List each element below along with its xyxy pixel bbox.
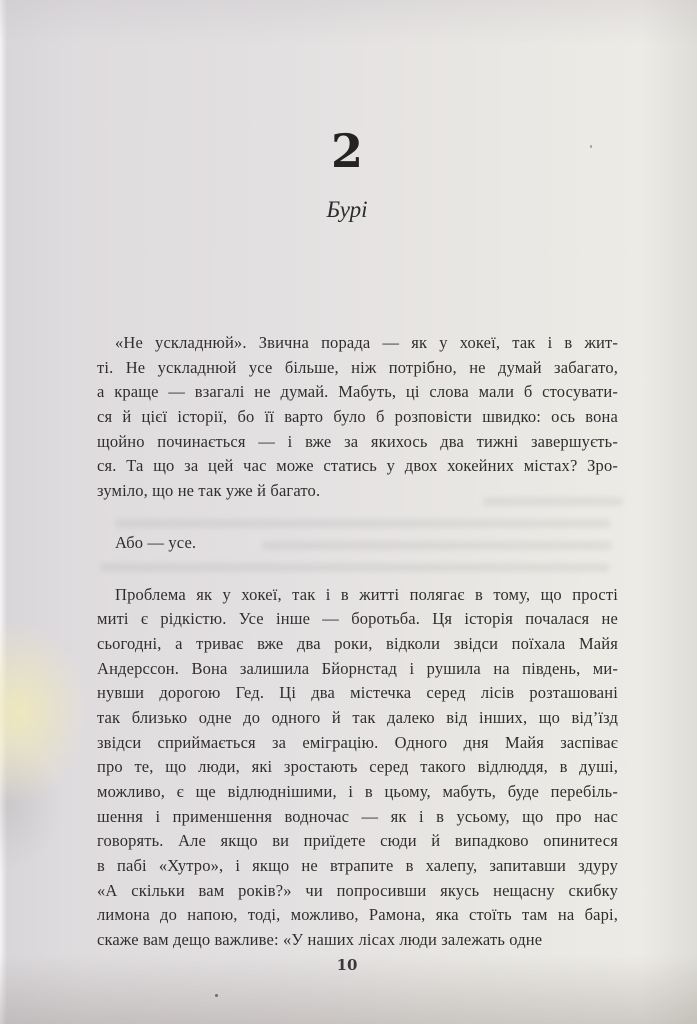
text-line: можливо, є ще відлюднішими, і в цьому, мабуть, буде перебіль- bbox=[97, 782, 618, 801]
text-line: миті є рідкістю. Усе інше — боротьба. Ця історія почалася не bbox=[97, 609, 618, 629]
text-line: в пабі «Хутро», і якщо не втрапите в халепу, запитавши здуру bbox=[97, 856, 618, 876]
text-line: шення і применшення водночас — як і в усьому, що про нас bbox=[97, 806, 618, 826]
text-line: «Не ускладнюй». Звична порада — як у хокеї, так і в жит- bbox=[115, 333, 618, 352]
text-line: Проблема як у хокеї, так і в житті полягає в тому, що прості bbox=[115, 584, 618, 604]
text-line: про те, що люди, які зростають серед такого відлюддя, в душі, bbox=[97, 757, 618, 777]
text-line: лимона до напою, тоді, можливо, Рамона, яка стоїть там на барі, bbox=[97, 905, 618, 925]
text-line: ті. Не ускладнюй усе більше, ніж потрібно, не думай забагато, bbox=[97, 357, 618, 377]
body-text bbox=[97, 331, 618, 953]
text-line: а краще — взагалі не думай. Мабуть, ці слова мали б стосувати- bbox=[97, 382, 618, 402]
chapter-number: 2 bbox=[330, 124, 363, 178]
text-line: скаже вам дещо важливе: «У наших лісах люди залежать одне bbox=[97, 930, 543, 950]
text-line: ся й цієї історії, бо її варто було б розповісти швидко: ось вона bbox=[97, 407, 618, 427]
text-line: сьогодні, а триває вже два роки, відколи звідси поїхала Майя bbox=[97, 633, 618, 653]
text-line: «А скільки вам років?» чи попросивши якусь нещасну скибку bbox=[97, 880, 618, 900]
text-line: нувши дорогою Гед. Ці два містечка серед лісів розташовані bbox=[97, 683, 618, 703]
paper-speck bbox=[590, 145, 592, 148]
paragraph bbox=[97, 331, 618, 504]
text-line: Андерссон. Вона залишила Бйорнстад і рушила на південь, ми- bbox=[97, 658, 618, 678]
chapter-title: Бурі bbox=[326, 197, 368, 222]
text-line: так близько одне до одного й так далеко від інших, що від’їзд bbox=[97, 707, 618, 727]
paragraph bbox=[97, 583, 618, 953]
text-line: говорять. Але якщо ви приїдете сюди й випадково опинитеся bbox=[97, 831, 618, 851]
text-line: ся. Та що за цей час може статись у двох хокейних містах? Зро- bbox=[97, 456, 618, 476]
text-line: щойно починається — і вже за якихось два тижні завершуєть- bbox=[97, 431, 618, 451]
text-line: зуміло, що не так уже й багато. bbox=[97, 481, 321, 501]
text-line: звідси сприймається за еміграцію. Одного дня Майя заспіває bbox=[97, 732, 618, 752]
text-line: Або — усе. bbox=[115, 532, 197, 552]
paper-speck bbox=[215, 994, 218, 997]
paragraph bbox=[97, 531, 618, 556]
page-number: 10 bbox=[336, 956, 358, 974]
